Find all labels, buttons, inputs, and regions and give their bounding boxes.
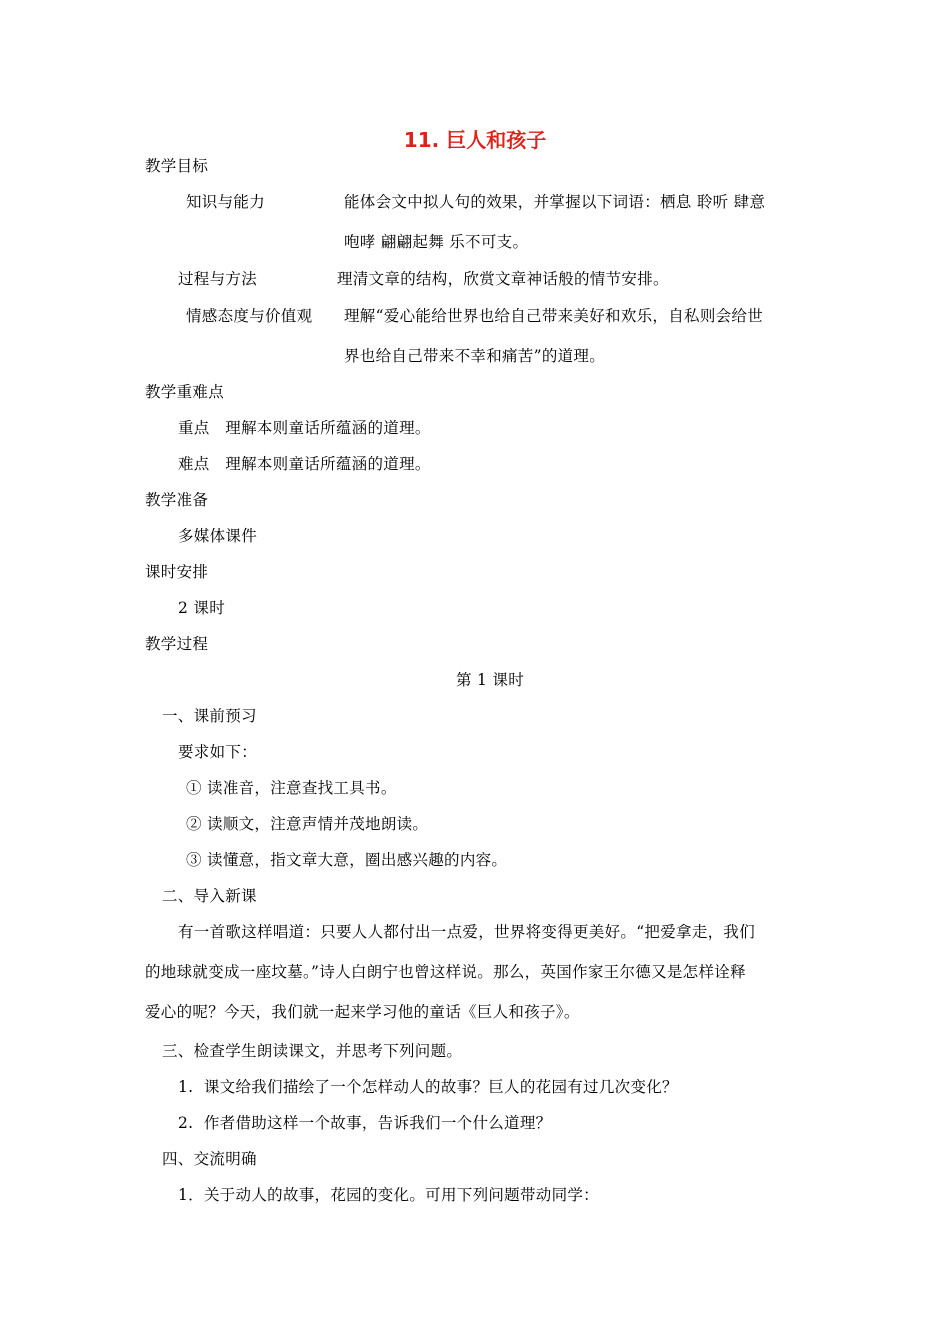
- section1-item2: ② 读顺文，注意声情并茂地朗读。: [186, 815, 429, 833]
- section2-paragraph-line2: 的地球就变成一座坟墓。”诗人白朗宁也曾这样说。那么，英国作家王尔德又是怎样诠释: [145, 963, 746, 981]
- preparation-text: 多媒体课件: [178, 527, 258, 545]
- section1-heading: 一、课前预习: [162, 707, 257, 725]
- process-heading: 教学过程: [145, 635, 209, 653]
- knowledge-text-line1: 能体会文中拟人句的效果，并掌握以下词语：栖息 聆听 肆意: [344, 193, 766, 211]
- section2-paragraph-line3: 爱心的呢？今天，我们就一起来学习他的童话《巨人和孩子》。: [145, 1003, 580, 1021]
- section1-item3: ③ 读懂意，指文章大意，圈出感兴趣的内容。: [186, 851, 508, 869]
- section1-item1: ① 读准音，注意查找工具书。: [186, 779, 397, 797]
- process-method-label: 过程与方法: [178, 270, 258, 288]
- lesson-number: 第 1 课时: [455, 671, 525, 689]
- section3-question2: 2. 作者借助这样一个故事，告诉我们一个什么道理？: [178, 1114, 552, 1132]
- preparation-heading: 教学准备: [145, 491, 209, 509]
- key-points-heading: 教学重难点: [145, 383, 225, 401]
- knowledge-label: 知识与能力: [186, 193, 266, 211]
- section1-intro: 要求如下：: [178, 743, 258, 761]
- focus-point: 重点 理解本则童话所蕴涵的道理。: [178, 419, 431, 437]
- process-method-text: 理清文章的结构，欣赏文章神话般的情节安排。: [337, 270, 669, 288]
- section3-question1: 1. 课文给我们描绘了一个怎样动人的故事？巨人的花园有过几次变化？: [178, 1078, 678, 1096]
- section4-item1: 1．关于动人的故事，花园的变化。可用下列问题带动同学：: [178, 1186, 599, 1204]
- emotion-values-label: 情感态度与价值观: [186, 307, 313, 325]
- schedule-heading: 课时安排: [145, 563, 209, 581]
- objectives-heading: 教学目标: [145, 157, 209, 175]
- section2-heading: 二、导入新课: [162, 887, 257, 905]
- section4-heading: 四、交流明确: [162, 1150, 257, 1168]
- schedule-text: 2 课时: [178, 599, 225, 617]
- emotion-values-text-line1: 理解“爱心能给世界也给自己带来美好和欢乐，自私则会给世: [344, 307, 764, 325]
- knowledge-text-line2: 咆哮 翩翩起舞 乐不可支。: [344, 233, 529, 251]
- section3-heading: 三、检查学生朗读课文，并思考下列问题。: [162, 1042, 463, 1060]
- lesson-title: 11. 巨人和孩子: [403, 128, 547, 152]
- section2-paragraph-line1: 有一首歌这样唱道：只要人人都付出一点爱，世界将变得更美好。“把爱拿走，我们: [178, 923, 756, 941]
- emotion-values-text-line2: 界也给自己带来不幸和痛苦”的道理。: [344, 347, 606, 365]
- difficulty-point: 难点 理解本则童话所蕴涵的道理。: [178, 455, 431, 473]
